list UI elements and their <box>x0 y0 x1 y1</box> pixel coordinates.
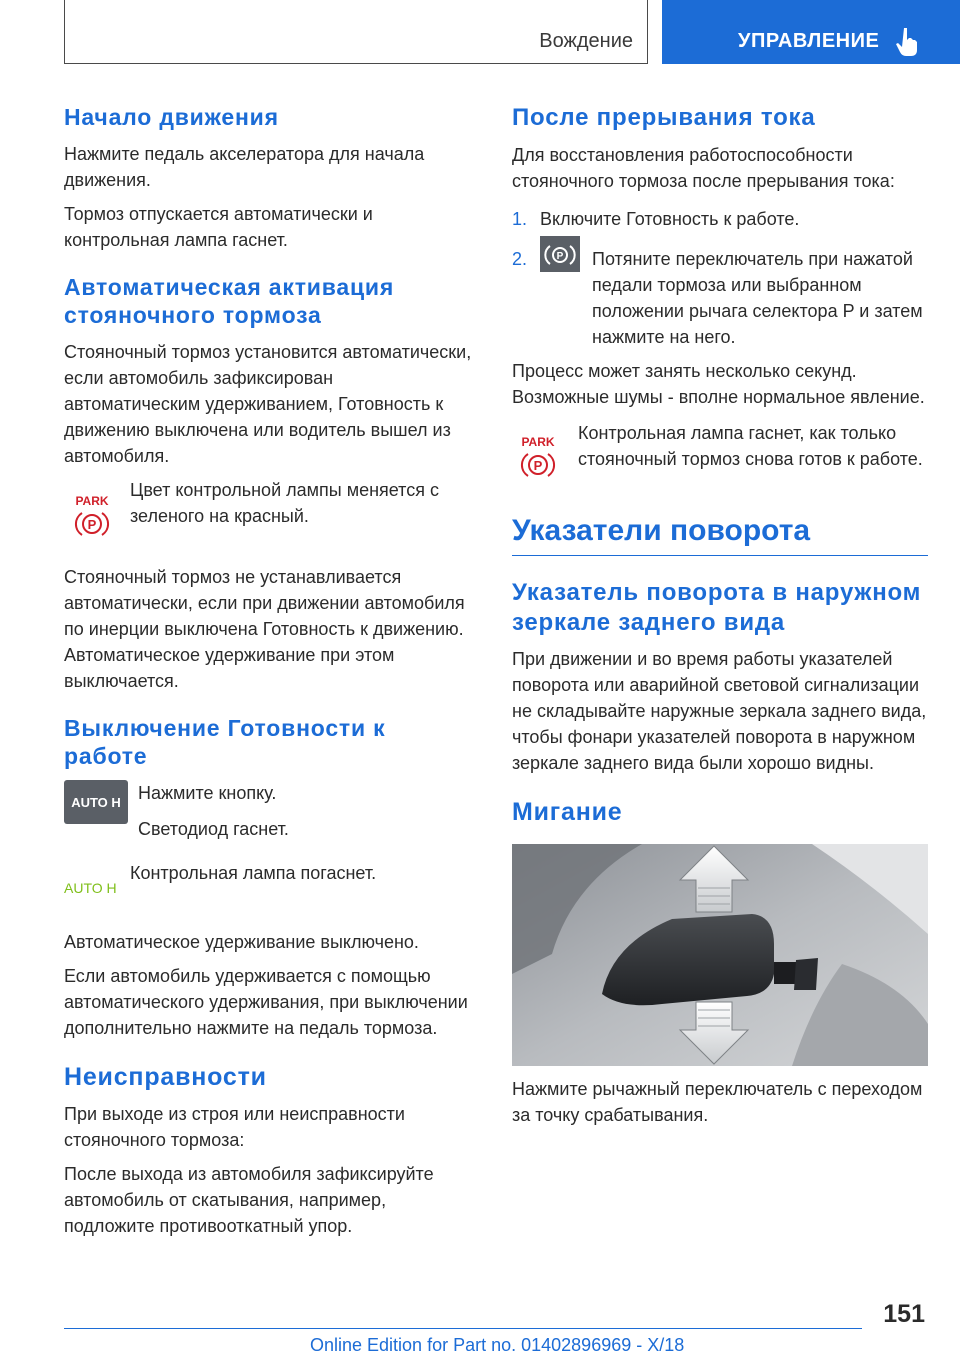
off-paragraph-1: Автоматическое удерживание выключено. <box>64 932 419 952</box>
svg-text:P: P <box>556 251 564 262</box>
power-paragraph-1: Для восстановления работоспособности стояночного тормоза после прерывания тока: <box>512 145 895 191</box>
section-title: Вождение <box>539 30 633 52</box>
chapter-title: УПРАВЛЕНИЕ <box>738 30 880 52</box>
power-paragraph-2: Процесс может занять несколько секунд. Возможные шумы - вполне нормальное явление. <box>512 361 925 407</box>
park-note-text: Цвет контрольной лампы меняется с зеленого на красный. <box>130 480 439 526</box>
parking-brake-switch-icon <box>540 236 580 272</box>
power-title: После прерывания тока <box>512 104 816 131</box>
park-lamp-letter: P <box>87 517 97 532</box>
left-column <box>64 100 474 1239</box>
park-note <box>64 477 474 546</box>
auto-paragraph-2: Стояночный тормоз не устанавливается автоматически, если при движении автомобиля по инерции выключена Готовность к движению. Автоматическое удерживание при этом выключается. <box>64 567 465 691</box>
footer-edition: Online Edition for Part no. 01402896969 - X/18 <box>310 1335 685 1355</box>
step-1-text: Включите Готовность к работе. <box>540 209 800 229</box>
power-park-note <box>512 420 928 487</box>
park-brake-lamp-icon <box>520 434 556 482</box>
off-title: Выключение Готовности к работе <box>64 715 386 769</box>
fault-paragraph-2: После выхода из автомобиля зафиксируйте автомобиль от скатывания, например, подложите противооткатный упор. <box>64 1164 434 1236</box>
park-lamp-text: PARK <box>75 494 109 508</box>
blink-title: Мигание <box>512 798 623 826</box>
fault-paragraph-1: При выходе из строя или неисправности стояночного тормоза: <box>64 1104 405 1150</box>
power-step-1 <box>512 206 928 232</box>
auto-paragraph-1: Стояночный тормоз установится автоматически, если автомобиль зафиксирован автоматическим удерживанием, Готовность к движению выключена или водитель вышел из автомобиля. <box>64 342 472 466</box>
auto-h-lamp-note <box>64 860 474 903</box>
hand-pointer-icon <box>896 26 920 56</box>
turn-sub-title: Указатель поворота в наружном зеркале заднего вида <box>512 579 922 636</box>
park-brake-lamp-icon <box>74 493 110 541</box>
off-paragraph-2: Если автомобиль удерживается с помощью автоматического удерживания, при выключении дополнительно нажмите на педаль тормоза. <box>64 966 468 1038</box>
auto-h-lamp-text: AUTO H <box>64 880 117 896</box>
right-column <box>512 100 928 1128</box>
auto-h-button-text: AUTO H <box>71 795 121 810</box>
auto-h-button-icon <box>64 780 128 824</box>
step-1-number: 1. <box>512 209 528 229</box>
header-section-box <box>64 0 648 64</box>
auto-h-lamp-icon <box>64 878 124 898</box>
off-step-1: Нажмите кнопку. <box>138 783 277 803</box>
step-2-number: 2. <box>512 249 528 269</box>
turn-heading-block <box>512 513 928 556</box>
park-lamp-letter: P <box>533 458 543 473</box>
footer-rule <box>64 1328 862 1329</box>
turn-paragraph: При движении и во время работы указателей поворота или аварийной световой сигнализации не складывайте наружные зеркала заднего вида, чтобы фонари указателей поворота в наружном зеркале заднего вида были хорошо видны. <box>512 649 927 773</box>
power-park-note-text: Контрольная лампа гаснет, как только стояночный тормоз снова готов к работе. <box>578 423 923 469</box>
park-lamp-text: PARK <box>521 435 555 449</box>
auto-h-lamp-note-text: Контрольная лампа погаснет. <box>130 863 377 883</box>
start-paragraph-2: Тормоз отпускается автоматически и контрольная лампа гаснет. <box>64 204 373 250</box>
start-title: Начало движения <box>64 104 279 130</box>
off-step-2: Светодиод гаснет. <box>138 819 289 839</box>
header-chapter-tab[interactable] <box>662 0 960 64</box>
power-step-2 <box>512 246 928 350</box>
turn-heading: Указатели поворота <box>512 514 811 547</box>
fault-title: Неисправности <box>64 1063 267 1091</box>
page-number: 151 <box>883 1300 925 1328</box>
start-paragraph-1: Нажмите педаль акселератора для начала движения. <box>64 144 425 190</box>
auto-h-button-note <box>64 780 474 842</box>
turn-signal-lever-illustration <box>512 844 928 1066</box>
step-2-text: Потяните переключатель при нажатой педали тормоза или выбранном положении рычага селектора P и затем нажмите на него. <box>592 249 923 347</box>
blink-caption: Нажмите рычажный переключатель с переходом за точку срабатывания. <box>512 1079 923 1125</box>
auto-title: Автоматическая активация стояночного тормоза <box>64 274 395 328</box>
